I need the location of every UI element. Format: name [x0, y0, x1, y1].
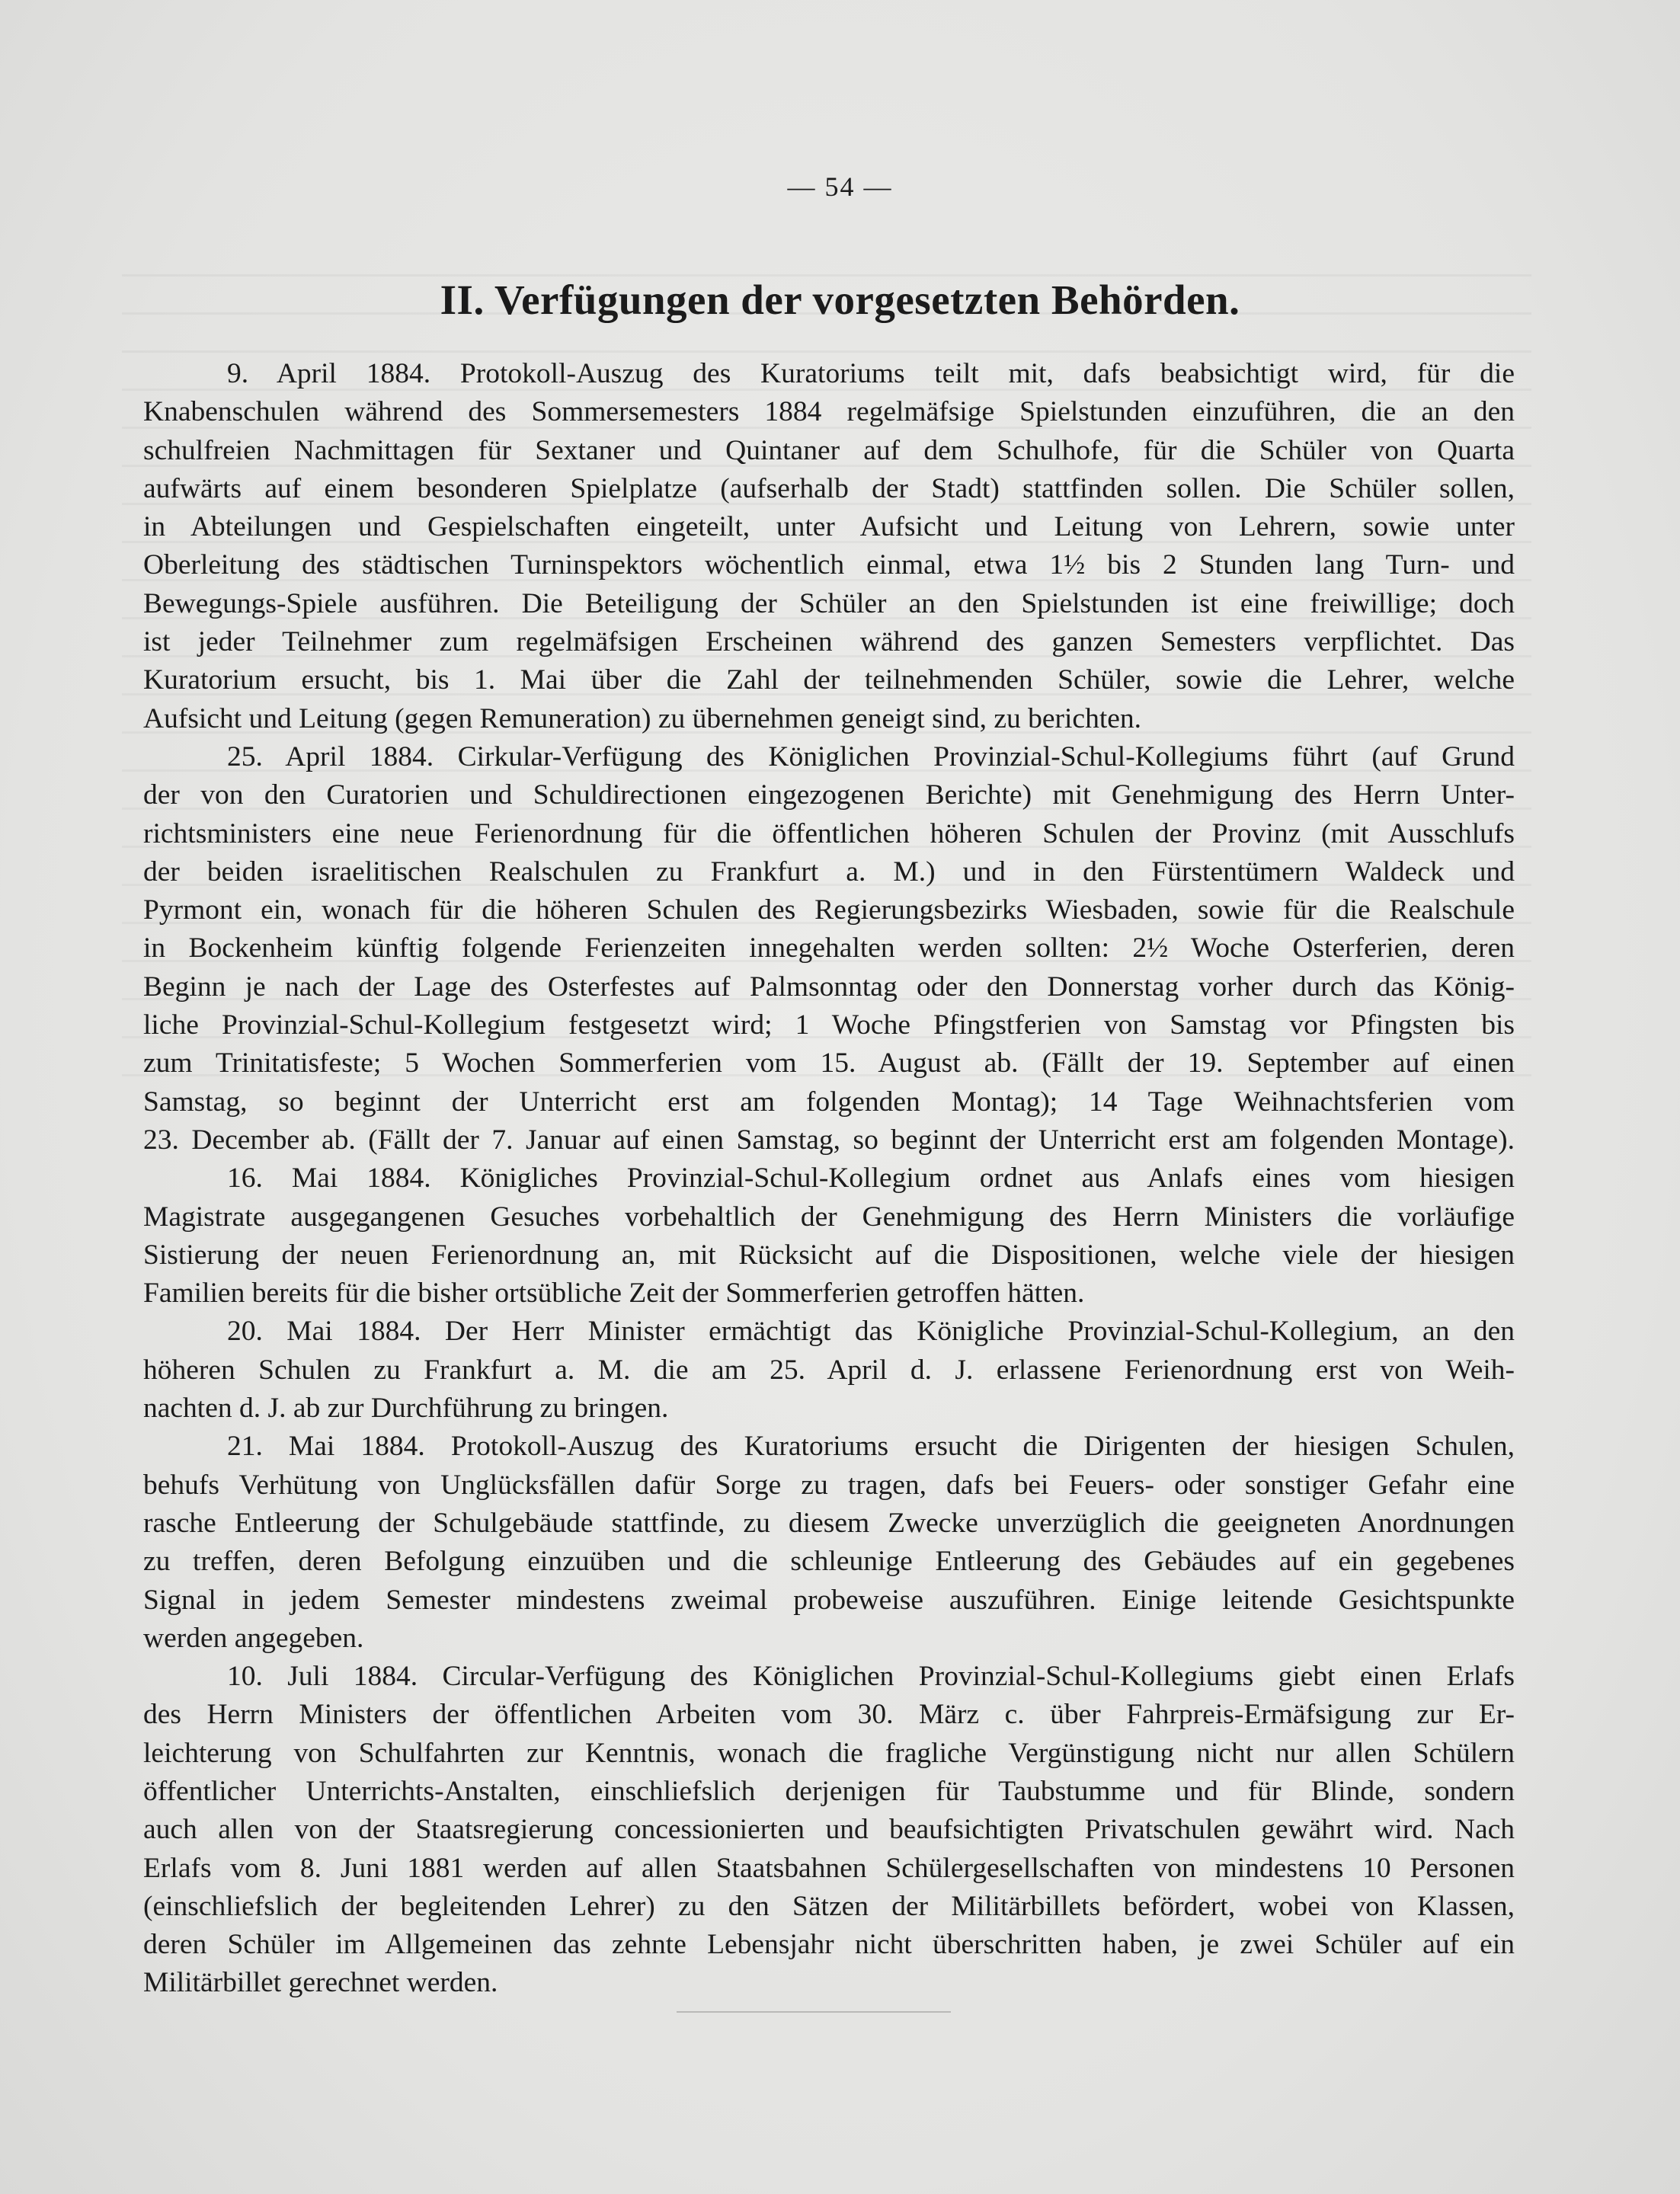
text-line: höheren Schulen zu Frankfurt a. M. die am 25. April d. J. erlassene Ferienordnung erst von Weih- — [143, 1354, 1515, 1386]
text-line: schulfreien Nachmittagen für Sextaner und Quintaner auf dem Schulhofe, für die Schüler von Quarta — [143, 434, 1515, 466]
text-line: (einschliefslich der begleitenden Lehrer) zu den Sätzen der Militärbillets befördert, wobei von Klassen, — [143, 1890, 1515, 1922]
text-line: 9. April 1884. Protokoll-Auszug des Kuratoriums teilt mit, dafs beabsichtigt wird, für die — [227, 358, 1515, 389]
text-line: Pyrmont ein, wonach für die höheren Schulen des Regierungsbezirks Wiesbaden, sowie für die Realschule — [143, 894, 1515, 926]
text-line: Kuratorium ersucht, bis 1. Mai über die Zahl der teilnehmenden Schüler, sowie die Lehrer, welche — [143, 664, 1515, 696]
text-line: Signal in jedem Semester mindestens zweimal probeweise auszuführen. Einige leitende Gesichtspunkte — [143, 1584, 1515, 1616]
text-line: ist jeder Teilnehmer zum regelmäfsigen Erscheinen während des ganzen Semesters verpflichtet. Das — [143, 626, 1515, 658]
text-line: 20. Mai 1884. Der Herr Minister ermächtigt das Königliche Provinzial-Schul-Kollegium, an den — [227, 1316, 1515, 1348]
text-line: zum Trinitatisfeste; 5 Wochen Sommerferien vom 15. August ab. (Fällt der 19. September auf einen — [143, 1047, 1515, 1079]
text-line: liche Provinzial-Schul-Kollegium festgesetzt wird; 1 Woche Pfingstferien von Samstag vor Pfingsten bis — [143, 1009, 1515, 1041]
text-line: Knabenschulen während des Sommersemesters 1884 regelmäfsige Spielstunden einzuführen, die an den — [143, 396, 1515, 428]
text-line: öffentlicher Unterrichts-Anstalten, einschliefslich derjenigen für Taubstumme und für Blinde, sondern — [143, 1775, 1515, 1807]
text-line: zu treffen, deren Befolgung einzuüben und die schleunige Entleerung des Gebäudes auf ein gegebenes — [143, 1546, 1515, 1578]
text-line: der beiden israelitischen Realschulen zu Frankfurt a. M.) und in den Fürstentümern Waldeck und — [143, 856, 1515, 888]
text-line: des Herrn Ministers der öffentlichen Arbeiten vom 30. März c. über Fahrpreis-Ermäfsigung zur Er- — [143, 1699, 1515, 1731]
body-text — [143, 355, 1515, 2003]
text-line: Familien bereits für die bisher ortsübliche Zeit der Sommerferien getroffen hätten. — [143, 1278, 1085, 1310]
text-line: Samstag, so beginnt der Unterricht erst am folgenden Montag); 14 Tage Weihnachtsferien vom — [143, 1086, 1515, 1118]
text-line: Sistierung der neuen Ferienordnung an, mit Rücksicht auf die Dispositionen, welche viele der hiesigen — [143, 1239, 1515, 1271]
text-line: 23. December ab. (Fällt der 7. Januar auf einen Samstag, so beginnt der Unterricht erst am folgenden Montage). — [143, 1124, 1515, 1156]
footer-rule — [677, 2011, 951, 2013]
text-line: 10. Juli 1884. Circular-Verfügung des Königlichen Provinzial-Schul-Kollegiums giebt einen Erlafs — [227, 1661, 1515, 1693]
text-line: behufs Verhütung von Unglücksfällen dafür Sorge zu tragen, dafs bei Feuers- oder sonstiger Gefahr eine — [143, 1469, 1515, 1501]
text-line: Militärbillet gerechnet werden. — [143, 1967, 498, 1999]
text-line: Magistrate ausgegangenen Gesuches vorbehaltlich der Genehmigung des Herrn Ministers die vorläufige — [143, 1201, 1515, 1233]
page-number: — 54 — — [787, 171, 893, 202]
text-line: 21. Mai 1884. Protokoll-Auszug des Kuratoriums ersucht die Dirigenten der hiesigen Schulen, — [227, 1431, 1515, 1463]
text-line: Aufsicht und Leitung (gegen Remuneration) zu übernehmen geneigt sind, zu berichten. — [143, 702, 1142, 734]
text-line: deren Schüler im Allgemeinen das zehnte Lebensjahr nicht überschritten haben, je zwei Schüler auf ein — [143, 1929, 1515, 1961]
text-line: Erlafs vom 8. Juni 1881 werden auf allen Staatsbahnen Schülergesellschaften von mindestens 10 Personen — [143, 1852, 1515, 1884]
text-line: leichterung von Schulfahrten zur Kenntnis, wonach die fragliche Vergünstigung nicht nur allen Schülern — [143, 1737, 1515, 1769]
text-line: der von den Curatorien und Schuldirectionen eingezogenen Berichte) mit Genehmigung des Herrn Unter- — [143, 779, 1515, 811]
text-line: Oberleitung des städtischen Turninspektors wöchentlich einmal, etwa 1½ bis 2 Stunden lang Turn- und — [143, 549, 1515, 581]
text-line: 25. April 1884. Cirkular-Verfügung des Königlichen Provinzial-Schul-Kollegiums führt (auf Grund — [227, 740, 1515, 772]
text-line: aufwärts auf einem besonderen Spielplatze (aufserhalb der Stadt) stattfinden sollen. Die Schüler sollen, — [143, 472, 1515, 504]
text-line: nachten d. J. ab zur Durchführung zu bringen. — [143, 1393, 669, 1425]
text-line: 16. Mai 1884. Königliches Provinzial-Schul-Kollegium ordnet aus Anlafs eines vom hiesigen — [227, 1163, 1515, 1195]
text-line: in Bockenheim künftig folgende Ferienzeiten innegehalten werden sollten: 2½ Woche Osterferien, deren — [143, 932, 1515, 964]
section-title: II. Verfügungen der vorgesetzten Behörden. — [440, 277, 1240, 323]
text-line: richtsministers eine neue Ferienordnung für die öffentlichen höheren Schulen der Provinz (mit Ausschlufs — [143, 817, 1515, 849]
text-line: Bewegungs-Spiele ausführen. Die Beteiligung der Schüler an den Spielstunden ist eine freiwillige; doch — [143, 587, 1515, 619]
text-line: rasche Entleerung der Schulgebäude stattfinde, zu diesem Zwecke unverzüglich die geeigneten Anordnungen — [143, 1507, 1515, 1539]
text-line: in Abteilungen und Gespielschaften eingeteilt, unter Aufsicht und Leitung von Lehrern, sowie unter — [143, 511, 1515, 543]
text-line: Beginn je nach der Lage des Osterfestes auf Palmsonntag oder den Donnerstag vorher durch das König- — [143, 971, 1515, 1003]
text-line: werden angegeben. — [143, 1622, 364, 1654]
text-line: auch allen von der Staatsregierung concessionierten und beaufsichtigten Privatschulen gewährt wird. Nach — [143, 1814, 1515, 1846]
